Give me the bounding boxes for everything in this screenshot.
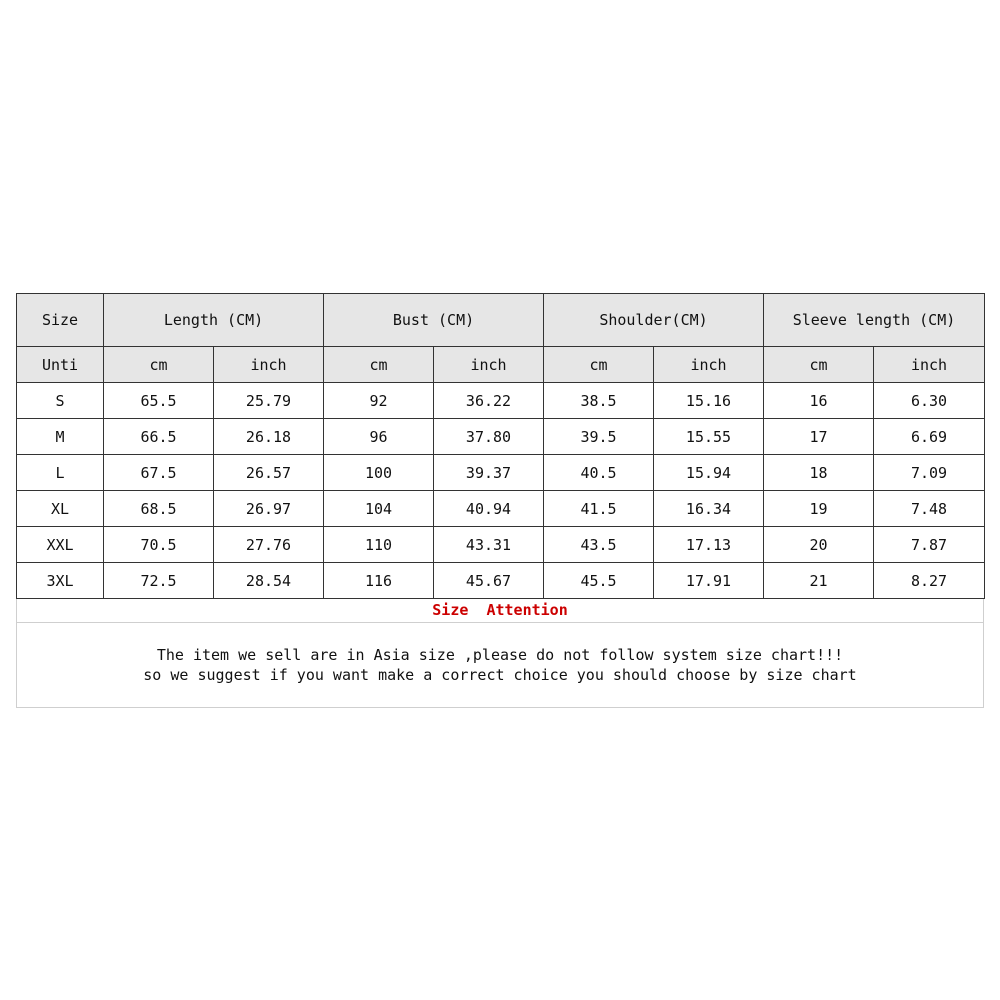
measure-header: Sleeve length (CM) [764,294,985,347]
value-cell: 8.27 [874,563,985,599]
value-cell: 15.55 [654,419,764,455]
value-cell: 26.18 [214,419,324,455]
unit-cell: cm [104,347,214,383]
value-cell: 41.5 [544,491,654,527]
value-cell: 39.5 [544,419,654,455]
unit-cell: cm [324,347,434,383]
value-cell: 27.76 [214,527,324,563]
table-row [17,491,985,527]
value-cell: 7.48 [874,491,985,527]
value-cell: 26.57 [214,455,324,491]
value-cell: 17.91 [654,563,764,599]
value-cell: 7.09 [874,455,985,491]
value-cell: 100 [324,455,434,491]
value-cell: 28.54 [214,563,324,599]
unit-cell: cm [544,347,654,383]
value-cell: 21 [764,563,874,599]
size-label-cell: XXL [17,527,104,563]
table-row [17,563,985,599]
unit-row [17,347,985,383]
attention-line-2: so we suggest if you want make a correct choice you should choose by size chart [143,666,857,684]
unit-cell: cm [764,347,874,383]
table-row [17,383,985,419]
measure-header: Shoulder(CM) [544,294,764,347]
value-cell: 40.94 [434,491,544,527]
value-cell: 38.5 [544,383,654,419]
value-cell: 70.5 [104,527,214,563]
size-label-cell: 3XL [17,563,104,599]
size-table [16,293,985,599]
value-cell: 37.80 [434,419,544,455]
value-cell: 26.97 [214,491,324,527]
measure-header: Bust (CM) [324,294,544,347]
value-cell: 45.5 [544,563,654,599]
value-cell: 16 [764,383,874,419]
value-cell: 7.87 [874,527,985,563]
size-label-cell: XL [17,491,104,527]
unit-cell: inch [874,347,985,383]
value-cell: 15.16 [654,383,764,419]
value-cell: 16.34 [654,491,764,527]
value-cell: 20 [764,527,874,563]
value-cell: 96 [324,419,434,455]
measure-header: Length (CM) [104,294,324,347]
size-attention-title: Size Attention [16,599,984,622]
table-row [17,455,985,491]
value-cell: 104 [324,491,434,527]
unit-cell: inch [214,347,324,383]
unit-cell: Unti [17,347,104,383]
value-cell: 17 [764,419,874,455]
value-cell: 110 [324,527,434,563]
value-cell: 43.31 [434,527,544,563]
size-label-cell: M [17,419,104,455]
size-label-cell: L [17,455,104,491]
value-cell: 18 [764,455,874,491]
value-cell: 36.22 [434,383,544,419]
value-cell: 17.13 [654,527,764,563]
value-cell: 25.79 [214,383,324,419]
unit-cell: inch [654,347,764,383]
size-label-cell: S [17,383,104,419]
table-row [17,527,985,563]
value-cell: 92 [324,383,434,419]
value-cell: 6.69 [874,419,985,455]
value-cell: 40.5 [544,455,654,491]
value-cell: 19 [764,491,874,527]
header-row [17,294,985,347]
value-cell: 72.5 [104,563,214,599]
size-chart [16,293,984,708]
value-cell: 66.5 [104,419,214,455]
value-cell: 116 [324,563,434,599]
size-attention-note [16,622,984,708]
value-cell: 68.5 [104,491,214,527]
value-cell: 6.30 [874,383,985,419]
value-cell: 15.94 [654,455,764,491]
attention-line-1: The item we sell are in Asia size ,please do not follow system size chart!!! [156,646,844,664]
size-header: Size [17,294,104,347]
table-row [17,419,985,455]
value-cell: 39.37 [434,455,544,491]
value-cell: 67.5 [104,455,214,491]
value-cell: 65.5 [104,383,214,419]
value-cell: 45.67 [434,563,544,599]
value-cell: 43.5 [544,527,654,563]
unit-cell: inch [434,347,544,383]
